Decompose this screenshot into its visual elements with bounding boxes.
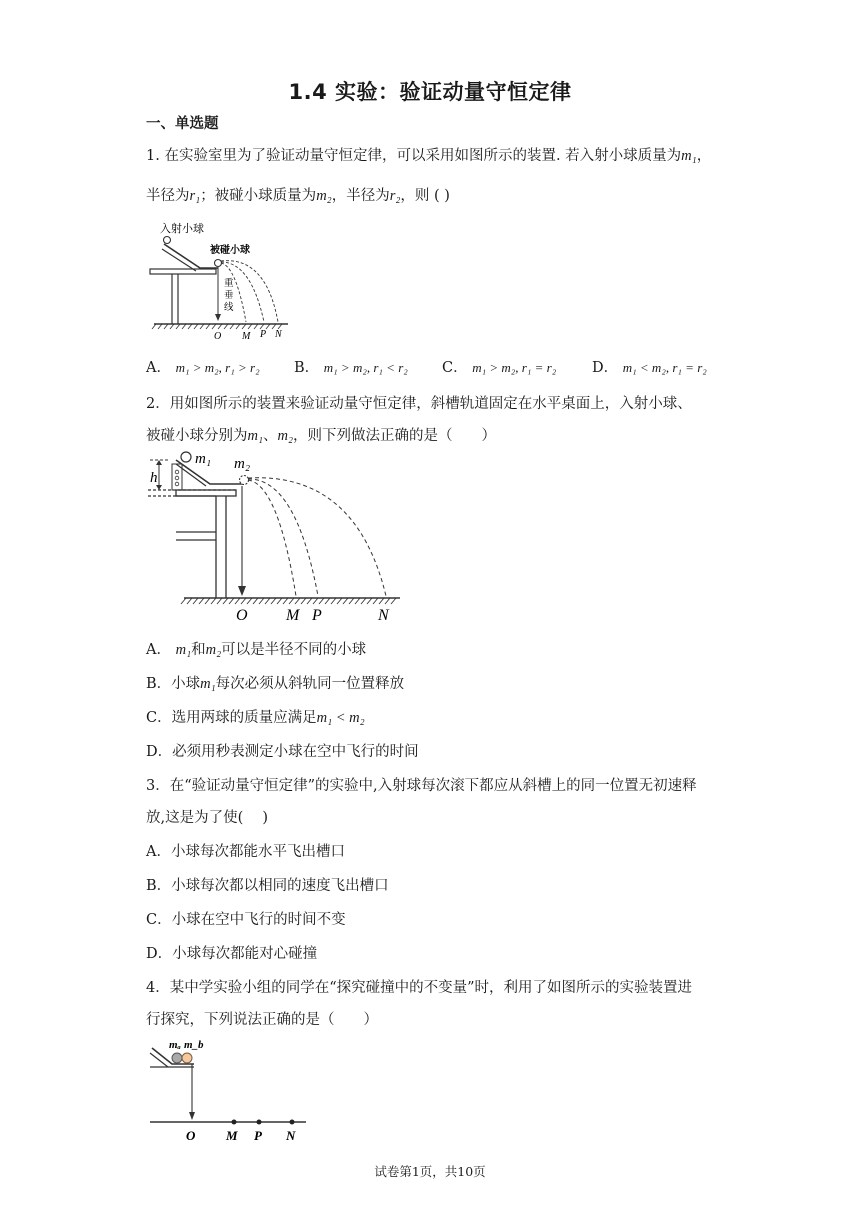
fig4-point-P: P [254,1128,262,1143]
q2-option-a-letter: A． [146,642,171,658]
ground-hatch [259,598,264,604]
q2-option-b-letter: B． [146,676,172,692]
ground-hatch [337,598,342,604]
q3-option-d-letter: D． [146,946,173,962]
q2-line-1: 2．用如图所示的装置来验证动量守恒定律，斜槽轨道固定在水平桌面上，入射小球、 [146,396,692,412]
q1-text-b: ；被碰小球质量为 [200,188,317,204]
q3-option-d-text: 小球每次都能对心碰撞 [172,946,318,962]
q2-option-b-pre: 小球 [171,676,201,692]
q2-option-d-letter: D． [146,744,173,760]
q1-option-c[interactable]: m₁ > m₂, r₁ = r₂ [472,360,557,375]
ground-hatch [187,598,192,604]
fig2-m1-label: m₁ [195,451,212,467]
q2-option-a-text: 可以是半径不同的小球 [221,642,367,658]
q3-line-1: 3．在“验证动量守恒定律”的实验中,入射球每次滚下都应从斜槽上的同一位置无初速释 [146,778,697,794]
ground-hatch [247,598,252,604]
q3-option-c-text: 小球在空中飞行的时间不变 [171,912,346,928]
q1-option-a[interactable]: m₁ > m₂, r₁ > r₂ [175,360,260,375]
fig1-plumb-label-1: 重 [224,279,234,289]
q2-text-a: 被碰小球分别为 [146,428,248,444]
fig1-incident-label: 入射小球 [160,223,204,235]
ground-hatch [349,598,354,604]
ground-hatch [313,598,318,604]
fig4-mb-label: m_b [184,1039,204,1051]
q1-option-d-letter[interactable]: D． [592,360,619,376]
ground-hatch [343,598,348,604]
q2-option-a-m2: m₂ [205,642,222,658]
q1-text-c: ，半径为 [331,188,390,204]
ground-hatch [199,598,204,604]
ground-hatch [319,598,324,604]
q2-option-b[interactable] [146,672,404,693]
ground-hatch [301,598,306,604]
q2-text-c: ，则下列做法正确的是（ ） [293,428,497,444]
ground-hatch [193,598,198,604]
ground-hatch [217,598,222,604]
q3-option-a-text: 小球每次都能水平飞出槽口 [170,844,345,860]
ground-hatch [223,598,228,604]
q2-option-c-expr: m₁ < m₂ [316,710,365,726]
fig1-plumb-label-3: 线 [224,303,234,313]
fig2-point-O: O [236,607,248,624]
ground-hatch [361,598,366,604]
q3-option-a[interactable] [146,840,345,861]
q2-figure [146,450,406,626]
q2-option-b-text: 每次必须从斜轨同一位置释放 [215,676,405,692]
ground-hatch [235,598,240,604]
ground-hatch [373,598,378,604]
ground-hatch [241,598,246,604]
fig4-ma-label: mₐ [169,1039,181,1051]
page-title: 1.4 实验：验证动量守恒定律 [288,80,572,104]
ground-hatch [307,598,312,604]
fig1-point-O: O [214,331,222,342]
ground-hatch [289,598,294,604]
q1-option-c-letter[interactable]: C． [442,360,468,376]
fig1-point-P: P [260,329,267,340]
q2-option-a-m1: m₁ [175,642,192,658]
q1-option-a-letter[interactable]: A． [146,360,171,376]
fig1-point-M: M [242,331,251,342]
q4-line-1: 4．某中学实验小组的同学在“探究碰撞中的不变量”时，利用了如图所示的实验装置进 [146,980,693,996]
ground-hatch [391,598,396,604]
fig1-plumb-label-2: 垂 [224,291,234,301]
q3-option-b-letter: B． [146,878,172,894]
ground-hatch [331,598,336,604]
q4-figure [146,1036,316,1146]
q1-r2: r₂ [389,188,401,204]
fig2-point-N: N [378,607,389,624]
q3-option-d[interactable] [146,942,317,963]
fig1-point-N: N [275,329,282,340]
ground-hatch [253,598,258,604]
q1-text-d: ，则 ( ) [400,188,450,204]
ground-hatch [229,598,234,604]
fig1-struck-label: 被碰小球 [210,245,250,256]
q3-option-c[interactable] [146,908,346,929]
ground-hatch [325,598,330,604]
q2-option-c[interactable] [146,706,365,727]
section-heading: 一、单选题 [146,116,219,132]
ground-hatch [367,598,372,604]
page-footer: 试卷第1页，共10页 [374,1164,486,1179]
q1-line-2 [146,184,450,205]
q1-option-d[interactable]: m₁ < m₂, r₁ = r₂ [622,360,707,375]
q1-m1: m₁ [681,148,697,164]
q2-m1: m₁ [247,428,264,444]
ground-hatch [277,598,282,604]
ground-hatch [181,598,186,604]
q1-text-a: 半径为 [146,188,190,204]
ground-hatch [271,598,276,604]
ground-hatch [283,598,288,604]
q1-option-b[interactable]: m₁ > m₂, r₁ < r₂ [323,360,408,375]
q2-text-b: 、 [263,428,278,444]
q2-m2: m₂ [277,428,294,444]
fig2-m2-label: m₂ [234,456,251,472]
ground-hatch [265,598,270,604]
q4-line-2: 行探究，下列说法正确的是（ ） [146,1012,378,1028]
q1-r1: r₁ [189,188,201,204]
q1-m2: m₂ [316,188,332,204]
ground-hatch [205,598,210,604]
q3-option-c-letter: C． [146,912,172,928]
q2-option-c-text: 选用两球的质量应满足 [171,710,317,726]
q1-figure [146,216,306,342]
q2-line-2 [146,424,496,445]
q3-option-b-text: 小球每次都以相同的速度飞出槽口 [171,878,389,894]
fig4-point-N: N [286,1128,296,1143]
fig2-h-label: h [150,470,158,486]
q2-option-d[interactable] [146,740,419,761]
ground-hatch [355,598,360,604]
q2-option-d-text: 必须用秒表测定小球在空中飞行的时间 [172,744,419,760]
fig2-point-M: M [286,607,300,624]
fig4-point-M: M [226,1128,238,1143]
q1-stem-text: 1. 在实验室里为了验证动量守恒定律，可以采用如图所示的装置. 若入射小球质量为 [146,148,682,164]
q3-option-b[interactable] [146,874,389,895]
q1-line-1 [146,144,711,165]
q1-option-b-letter[interactable]: B． [294,360,320,376]
ground-hatch [379,598,384,604]
q2-option-b-m1: m₁ [200,676,216,692]
q3-line-2: 放,这是为了使( ) [146,810,269,826]
ground-hatch [385,598,390,604]
q2-option-c-letter: C． [146,710,172,726]
fig4-point-O: O [186,1128,196,1143]
ground-hatch [295,598,300,604]
ground-hatch [211,598,216,604]
q1-stem-end: ， [696,148,712,164]
q2-option-a-mid: 和 [191,642,206,658]
q2-option-a[interactable] [146,638,366,659]
q3-option-a-letter: A． [146,844,171,860]
fig2-point-P: P [312,607,322,624]
